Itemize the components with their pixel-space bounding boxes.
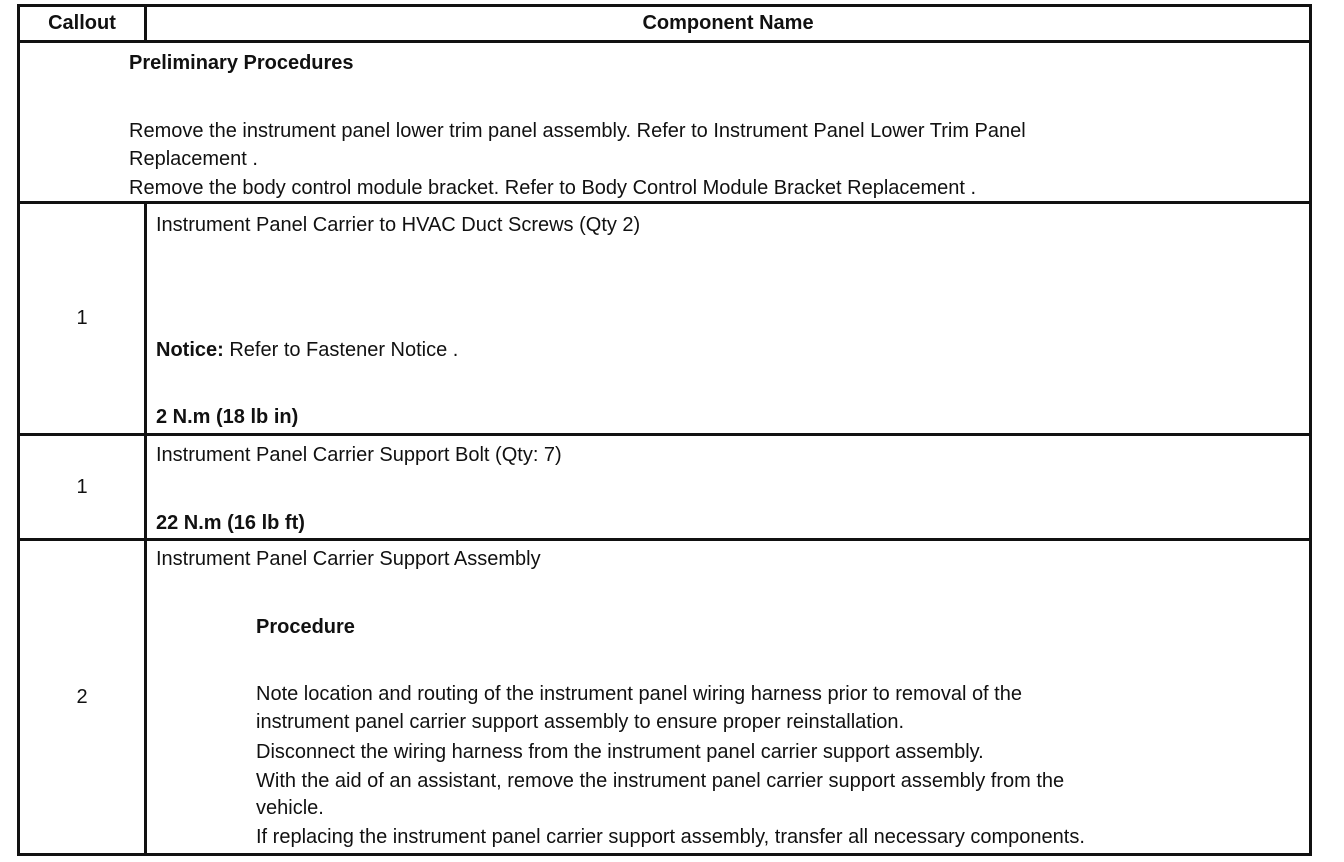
- column-divider: [144, 204, 147, 433]
- component-name: Instrument Panel Carrier to HVAC Duct Screws (Qty 2): [156, 214, 641, 236]
- header-component-name: Component Name: [642, 12, 814, 34]
- row-divider: [20, 433, 1309, 436]
- component-name: Instrument Panel Carrier Support Assembly: [156, 548, 541, 570]
- row-divider: [20, 201, 1309, 204]
- component-table: [17, 4, 1312, 856]
- notice-text: Refer to Fastener Notice .: [223, 339, 459, 361]
- row-callout: 2: [76, 685, 88, 708]
- notice: [156, 336, 458, 364]
- torque-spec: 22 N.m (16 lb ft): [156, 512, 305, 534]
- header-callout: Callout: [48, 12, 116, 34]
- torque-spec: 2 N.m (18 lb in): [156, 406, 299, 428]
- procedure-step: If replacing the instrument panel carrier support assembly, transfer all necessary components.: [256, 826, 1085, 848]
- procedure-step: Disconnect the wiring harness from the instrument panel carrier support assembly.: [256, 741, 984, 763]
- row-callout: 1: [76, 307, 88, 329]
- row-callout: 1: [76, 475, 88, 498]
- procedure-step: vehicle.: [256, 797, 324, 819]
- preliminary-step: Remove the instrument panel lower trim panel assembly. Refer to Instrument Panel Lower Trim Panel: [129, 120, 1026, 142]
- procedure-step: instrument panel carrier support assembly to ensure proper reinstallation.: [256, 711, 905, 733]
- row-divider: [20, 538, 1309, 541]
- procedure-step: Note location and routing of the instrument panel wiring harness prior to removal of the: [256, 683, 1022, 705]
- preliminary-title: Preliminary Procedures: [129, 52, 354, 74]
- preliminary-step: Remove the body control module bracket. Refer to Body Control Module Bracket Replacement .: [129, 177, 977, 199]
- header-divider: [144, 7, 147, 43]
- row-divider: [20, 40, 1309, 43]
- column-divider: [144, 436, 147, 538]
- notice-label: Notice:: [156, 339, 224, 361]
- procedure-step: With the aid of an assistant, remove the instrument panel carrier support assembly from the: [256, 770, 1065, 792]
- column-divider: [144, 541, 147, 853]
- preliminary-step: Replacement .: [129, 148, 258, 170]
- procedure-title: Procedure: [256, 616, 355, 638]
- component-name: Instrument Panel Carrier Support Bolt (Qty: 7): [156, 444, 562, 466]
